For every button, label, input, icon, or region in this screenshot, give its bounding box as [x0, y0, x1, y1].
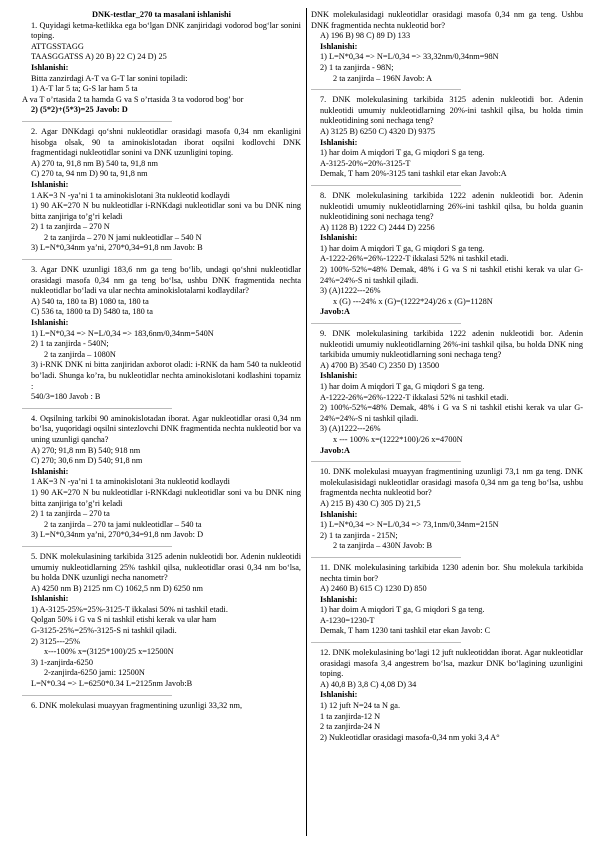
- text-line: 2. Agar DNKdagi qo‘shni nukleotidlar orasidagi masofa 0,34 nm ekanligini hisobga olsak, 90 ta aminokislotadan iborat oqsilni kodlovchi DNK fragmentidagi nukleotidlar sonini va DNK uzunligini toping.: [31, 126, 301, 158]
- left-column-body: [22, 21, 301, 712]
- column-divider: [306, 8, 307, 836]
- text-line: 2) 1 ta zanjirda – 270 N: [31, 222, 110, 232]
- text-line: 1) A-T lar 5 ta; G-S lar ham 5 ta: [31, 84, 138, 94]
- text-line: 2) 100%-52%=48% Demak, 48% i G va S ni tashkil etishi kerak va ular G-24%=24%-S ni tashkil qiladi.: [320, 265, 583, 285]
- text-line: 1) L=N*0,34 => N=L/0,34 => 73,1nm/0,34nm=215N: [320, 520, 499, 530]
- text-line: Ishlanishi:: [320, 137, 358, 147]
- text-line: A) 270 ta, 91,8 nm B) 540 ta, 91,8 nm: [31, 158, 158, 168]
- text-line: 2) 1 ta zanjirda – 270 ta: [31, 509, 110, 519]
- text-line: 9. DNK molekulasining tarkibida 1222 adenin nukleotidi bor. Adenin nukleotidi umumiy nukleotidlarning 26%-ini tashkil qilsa, bu holda DNK ning tarkibida umumiy nukleotidlarning soni nechaga teng?: [320, 329, 583, 360]
- text-line: 12. DNK molekulasining bo‘lagi 12 juft nukleotiddan iborat. Agar nukleotidlar orasidagi masofa 3,4 angestrem bo‘lsa, mazkur DNK bo‘lagining uzunligini toping.: [320, 648, 583, 679]
- text-line: 1) har doim A miqdori T ga, G miqdori S ga teng.: [320, 243, 485, 253]
- text-line: Javob:A: [320, 307, 350, 317]
- text-line: A-1222-26%=26%-1222-T ikkalasi 52% ni tashkil etadi.: [320, 254, 509, 264]
- text-line: DNK molekulasidagi nukleotidlar orasidagi masofa 0,34 nm ga teng. Ushbu DNK fragmentida nechta nukleotid bor?: [311, 10, 583, 30]
- text-line: A) 270; 91,8 nm B) 540; 918 nm: [31, 445, 141, 455]
- text-line: A) 196 B) 98 C) 89 D) 133: [320, 31, 411, 41]
- text-line: 2) 1 ta zanjirda - 215N;: [320, 530, 398, 540]
- question-separator: [311, 185, 461, 186]
- text-line: 5. DNK molekulasining tarkibida 3125 adenin nukleotidi bor. Adenin nukleotidi umumiy nukleotidlarning 25% tashkil qilsa, nukleotidlar orasi 0,34 nm bo‘lsa, bu holda DNK uzunligi necha nanometr?: [31, 551, 301, 583]
- text-line: 6. DNK molekulasi muayyan fragmentining uzunligi 33,32 nm,: [31, 700, 243, 710]
- text-line: x (G) ---24% x (G)=(1222*24)/26 x (G)=1128N: [333, 296, 493, 306]
- text-line: A) 1128 B) 1222 C) 2444 D) 2256: [320, 222, 435, 232]
- text-line: C) 270 ta, 94 nm D) 90 ta, 91,8 nm: [31, 169, 148, 179]
- text-line: A-1230=1230-T: [320, 615, 375, 625]
- text-line: C) 536 ta, 1800 ta D) 5480 ta, 180 ta: [31, 307, 153, 317]
- text-line: 2 ta zanjirda – 270 N jami nukleotidlar – 540 N: [44, 232, 202, 242]
- text-line: 2) (5*2)+(5*3)=25 Javob: D: [31, 105, 128, 115]
- text-line: A-3125-20%=20%-3125-T: [320, 158, 411, 168]
- text-line: Ishlanishi:: [31, 318, 69, 328]
- left-column: [22, 10, 301, 711]
- text-line: 1) har doim A miqdori T ga, G miqdori S ga teng.: [320, 605, 485, 615]
- text-line: A-1222-26%=26%-1222-T ikkalasi 52% ni tashkil etadi.: [320, 392, 509, 402]
- text-line: Ishlanishi:: [320, 690, 358, 700]
- text-line: Demak, T ham 20%-3125 tani tashkil etar ekan Javob:A: [320, 169, 507, 179]
- text-line: 3) i-RNK DNK ni bitta zanjiridan axborot oladi: i-RNK da ham 540 ta nukleotid bo’ladi. Shunga ko’ra, bu nukleotidlar nechta aminokislotani kodlashini topamiz :: [31, 360, 301, 391]
- text-line: 2-zanjirda-6250 jami: 12500N: [44, 668, 145, 678]
- text-line: Ishlanishi:: [31, 179, 69, 189]
- text-line: 1) har doim A miqdori T ga, G miqdori S ga teng.: [320, 382, 485, 391]
- text-line: 1) 12 juft N=24 ta N ga.: [320, 701, 401, 711]
- text-line: 3) L=N*0,34nm ya’ni, 270*0,34=91,8 nm Javob: D: [31, 530, 204, 540]
- text-line: A) 3125 B) 6250 C) 4320 D) 9375: [320, 126, 435, 136]
- text-line: 3) (A)1222---26%: [320, 424, 381, 434]
- text-line: A) 40,8 B) 3,8 C) 4,08 D) 34: [320, 679, 417, 689]
- right-column: [311, 10, 583, 743]
- question-separator: [22, 546, 172, 547]
- question-separator: [22, 121, 172, 122]
- right-column-body: [311, 10, 583, 743]
- text-line: 2) Nukleotidlar orasidagi masofa-0,34 nm yoki 3,4 A°: [320, 732, 500, 742]
- question-separator: [311, 557, 461, 558]
- text-line: 2 ta zanjirda-24 N: [320, 722, 381, 732]
- question-separator: [311, 323, 461, 324]
- text-line: 3) 1-zanjirda-6250: [31, 657, 93, 667]
- text-line: Ishlanishi:: [31, 466, 69, 476]
- text-line: 2) 100%-52%=48% Demak, 48% i G va S ni tashkil etishi kerak va ular G-24%=24%-S ni tashkil qiladi.: [320, 403, 583, 423]
- question-separator: [22, 408, 172, 409]
- text-line: 2 ta zanjirda – 1080N: [44, 349, 116, 359]
- text-line: 3. Agar DNK uzunligi 183,6 nm ga teng bo‘lib, undagi qo‘shni nukleotidlar orasidagi masofa 0,34 nm ga teng bo‘lsa, ushbu DNK fragmentida nechta nukleotidlar bo‘ladi va ular nechta aminokislotalarni kodlaydilar?: [31, 265, 301, 296]
- text-line: Qolgan 50% i G va S ni tashkil etishi kerak va ular ham: [31, 615, 217, 625]
- text-line: 2) 3125---25%: [31, 636, 81, 646]
- text-line: 1 AK=3 N -ya’ni 1 ta aminokislotani 3ta nukleotid kodlaydi: [31, 190, 230, 200]
- text-line: Ishlanishi:: [320, 233, 358, 243]
- question-separator: [22, 695, 172, 696]
- text-line: 3) (A)1222---26%: [320, 286, 381, 296]
- text-line: Ishlanishi:: [31, 62, 69, 72]
- text-line: G-3125-25%=25%-3125-S ni tashkil qiladi.: [31, 626, 177, 636]
- text-line: Ishlanishi:: [320, 371, 358, 381]
- text-line: 1) 90 AK=270 N bu nukleotidlar i-RNKdagi nukleotidlar soni va bu DNK ning bitta zanjiriga to’g’ri keladi: [31, 201, 301, 221]
- text-line: Javob:A: [320, 445, 350, 455]
- text-line: Ishlanishi:: [320, 41, 358, 51]
- text-line: 2) 1 ta zanjirda - 540N;: [31, 339, 109, 349]
- text-line: A) 4250 nm B) 2125 nm C) 1062,5 nm D) 6250 nm: [31, 583, 203, 593]
- text-line: 2 ta zanjirda – 430N Javob: B: [333, 541, 433, 551]
- text-line: 1) L=N*0,34 => N=L/0,34 => 183,6nm/0,34nm=540N: [31, 328, 214, 338]
- page-title: DNK-testlar_270 ta masalani ishlanishi: [92, 10, 231, 19]
- text-line: Ishlanishi:: [320, 594, 358, 604]
- text-line: 2 ta zanjirda – 196N Javob: A: [333, 73, 433, 83]
- text-line: 1 ta zanjirda-12 N: [320, 711, 381, 721]
- text-line: A) 215 B) 430 C) 305 D) 21,5: [320, 498, 421, 508]
- text-line: ATTGSSTAGG: [31, 41, 84, 51]
- text-line: 4. Oqsilning tarkibi 90 aminokislotadan iborat. Agar nukleotidlar orasi 0,34 nm bo‘lsa, yuqoridagi oqsilni sintezlovchi DNK fragmentida nechta nukleotid bor va uning uzunligi qancha?: [31, 413, 301, 444]
- text-line: Ishlanishi:: [320, 509, 358, 519]
- text-line: Demak, T ham 1230 tani tashkil etar ekan Javob: C: [320, 626, 491, 636]
- text-line: 1) L=N*0,34 => N=L/0,34 => 33,32nm/0,34nm=98N: [320, 52, 499, 62]
- text-line: 7. DNK molekulasining tarkibida 3125 adenin nukleotidi bor. Adenin nukleotidi umumiy nukleotidlarning 20%-ini tashkil qilsa, bu holda timin nukleotidining soni nechaga teng?: [320, 95, 583, 126]
- text-line: Bitta zanzirdagi A-T va G-T lar sonini topiladi:: [31, 73, 188, 83]
- text-line: 11. DNK molekulasining tarkibida 1230 adenin bor. Shu molekula tarkibida nechta timin bor?: [320, 562, 583, 583]
- text-line: 2) 1 ta zanjirda - 98N;: [320, 62, 394, 72]
- text-line: L=N*0.34 => L=6250*0.34 L=2125nm Javob:B: [31, 679, 193, 689]
- text-line: A) 540 ta, 180 ta B) 1080 ta, 180 ta: [31, 296, 149, 306]
- text-line: 1) A-3125-25%=25%-3125-T ikkalasi 50% ni tashkil etadi.: [31, 604, 228, 614]
- text-line: 3) L=N*0,34nm ya’ni, 270*0,34=91,8 nm Javob: B: [31, 243, 203, 253]
- text-line: 1) 90 AK=270 N bu nukleotidlar i-RNKdagi nukleotidlar soni va bu DNK ning bitta zanjiriga to’g’ri keladi: [31, 487, 301, 508]
- text-line: C) 270; 30,6 nm D) 540; 91,8 nm: [31, 456, 143, 466]
- question-separator: [22, 259, 172, 260]
- text-line: 1. Quyidagi ketma-ketlikka ega bo‘lgan DNK zanjiridagi vodorod bog‘lar sonini toping.: [31, 20, 301, 41]
- text-line: Ishlanishi:: [31, 594, 69, 604]
- question-separator: [311, 461, 461, 462]
- question-separator: [311, 89, 461, 90]
- text-line: 2 ta zanjirda – 270 ta jami nukleotidlar – 540 ta: [44, 519, 202, 529]
- text-line: 8. DNK molekulasining tarkibida 1222 adenin nukleotidi bor. Adenin nukleotidi umumiy nukleotidlarning 26%-ini tashkil qilsa, bu holda guanin nukleotidining soni nechaga teng?: [320, 190, 583, 222]
- text-line: 10. DNK molekulasi muayyan fragmentining uzunligi 73,1 nm ga teng. DNK molekulasisidagi nukleotidlar orasidagi masofa 0,34 nm ga teng bo‘lsa, ushbu fragmentda nechta nukleotid bor?: [320, 467, 583, 498]
- text-line: TAASGGATSS A) 20 B) 22 C) 24 D) 25: [31, 52, 167, 62]
- question-separator: [311, 642, 461, 643]
- text-line: A va T o’rtasida 2 ta hamda G va S o’rtasida 3 ta vodorod bog’ bor: [22, 94, 244, 104]
- text-line: A) 2460 B) 615 C) 1230 D) 850: [320, 584, 427, 594]
- text-line: 540/3=180 Javob : B: [31, 392, 101, 402]
- text-line: x---100% x=(3125*100)/25 x=12500N: [44, 647, 174, 657]
- text-line: 1) har doim A miqdori T ga, G miqdori S ga teng.: [320, 148, 485, 158]
- text-line: A) 4700 B) 3540 C) 2350 D) 13500: [320, 360, 440, 370]
- text-line: 1 AK=3 N -ya’ni 1 ta aminokislotani 3ta nukleotid kodlaydi: [31, 477, 230, 487]
- text-line: x --- 100% x=(1222*100)/26 x=4700N: [333, 434, 463, 444]
